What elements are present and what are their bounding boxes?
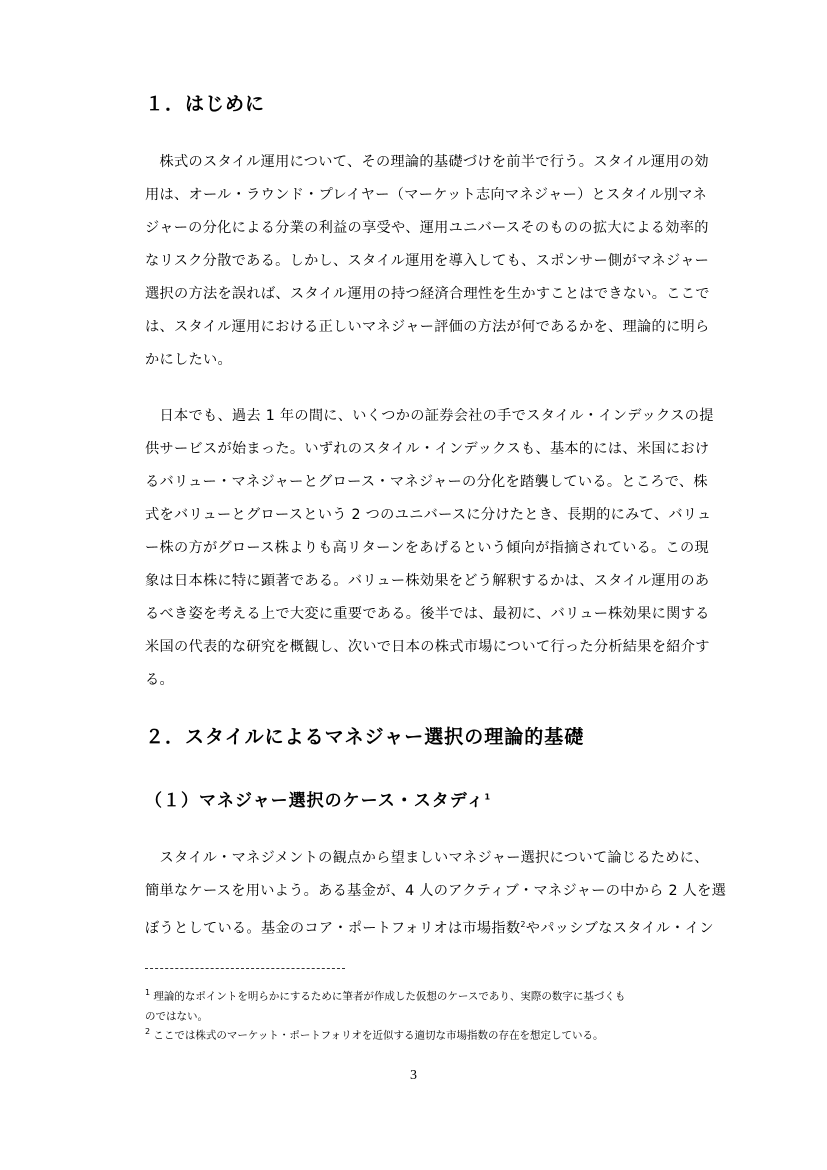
subsection-heading: [145, 786, 491, 811]
section-1-heading: １．はじめに: [145, 93, 266, 115]
footnotes: [145, 985, 730, 1044]
footnote-text: ここでは株式のマーケット・ポートフォリオを近似する適切な市場指数の存在を想定している。: [150, 1029, 604, 1042]
text-line: ジャーの分化による分業の利益の享受や、運用ユニバースそのものの拡大による効率的: [145, 220, 709, 236]
section-1-paragraph-1: [145, 146, 727, 377]
subsection-title: （１）マネジャー選択のケース・スタディ: [145, 791, 485, 811]
text-line: [145, 908, 727, 941]
text-line: るバリュー・マネジャーとグロース・マネジャーの分化を踏襲している。ところで、株: [145, 474, 708, 490]
text-line: 選択の方法を誤れば、スタイル運用の持つ経済合理性を生かすことはできない。ここで: [145, 286, 710, 302]
text-line: 米国の代表的な研究を概観し、次いで日本の株式市場について行った分析結果を紹介す: [145, 639, 710, 655]
text-line: 供サービスが始まった。いずれのスタイル・インデックスも、基本的には、米国におけ: [145, 441, 710, 457]
text-line: 簡単なケースを用いよう。ある基金が、4 人のアクティブ・マネジャーの中から 2 人を選: [145, 883, 727, 899]
text-line: ー株の方がグロース株よりも高リターンをあげるという傾向が指摘されている。この現: [145, 540, 710, 556]
footnote: [145, 1005, 730, 1025]
section-2-paragraph: [145, 842, 727, 941]
footnote: [145, 985, 730, 1005]
text-line: 用は、オール・ラウンド・プレイヤー（マーケット志向マネジャー）とスタイル別マネ: [145, 187, 708, 203]
text-line: は、スタイル運用における正しいマネジャー評価の方法が何であるかを、理論的に明ら: [145, 319, 710, 335]
footnote-mark: 1: [145, 988, 151, 997]
text-line: 株式のスタイル運用について、その理論的基礎づけを前半で行う。スタイル運用の効: [145, 154, 709, 170]
text-segment: ぼうとしている。基金のコア・ポートフォリオは市場指数: [145, 920, 521, 937]
text-line: なリスク分散である。しかし、スタイル運用を導入しても、スポンサー側がマネジャー: [145, 253, 710, 269]
footnote-separator: [145, 968, 345, 969]
footnote-mark: 2: [145, 1027, 151, 1036]
section-2-heading: ２．スタイルによるマネジャー選択の理論的基礎: [145, 726, 585, 748]
text-line: る。: [145, 672, 174, 688]
footnote: [145, 1024, 730, 1044]
text-line: 日本でも、過去 1 年の間に、いくつかの証券会社の手でスタイル・インデックスの提: [145, 408, 714, 424]
text-line: るべき姿を考える上で大変に重要である。後半では、最初に、バリュー株効果に関する: [145, 606, 710, 622]
text-line: 式をバリューとグロースという 2 つのユニバースに分けたとき、長期的にみて、バリュ: [145, 507, 712, 523]
text-line: スタイル・マネジメントの観点から望ましいマネジャー選択について論じるために、: [145, 850, 709, 866]
section-1-paragraph-2: [145, 400, 727, 697]
footnote-ref: 2: [520, 920, 526, 929]
page-number: 3: [410, 1068, 417, 1083]
text-line: 象は日本株に特に顕著である。バリュー株効果をどう解釈するかは、スタイル運用のあ: [145, 573, 710, 589]
footnote-text: のではない。: [145, 1010, 208, 1022]
footnote-text: 理論的なポイントを明らかにするために筆者が作成した仮想のケースであり、実際の数字に基づくも: [150, 990, 626, 1003]
text-segment: やパッシブなスタイル・イン: [525, 920, 714, 937]
text-line: かにしたい。: [145, 352, 232, 368]
footnote-ref: 1: [484, 792, 492, 802]
